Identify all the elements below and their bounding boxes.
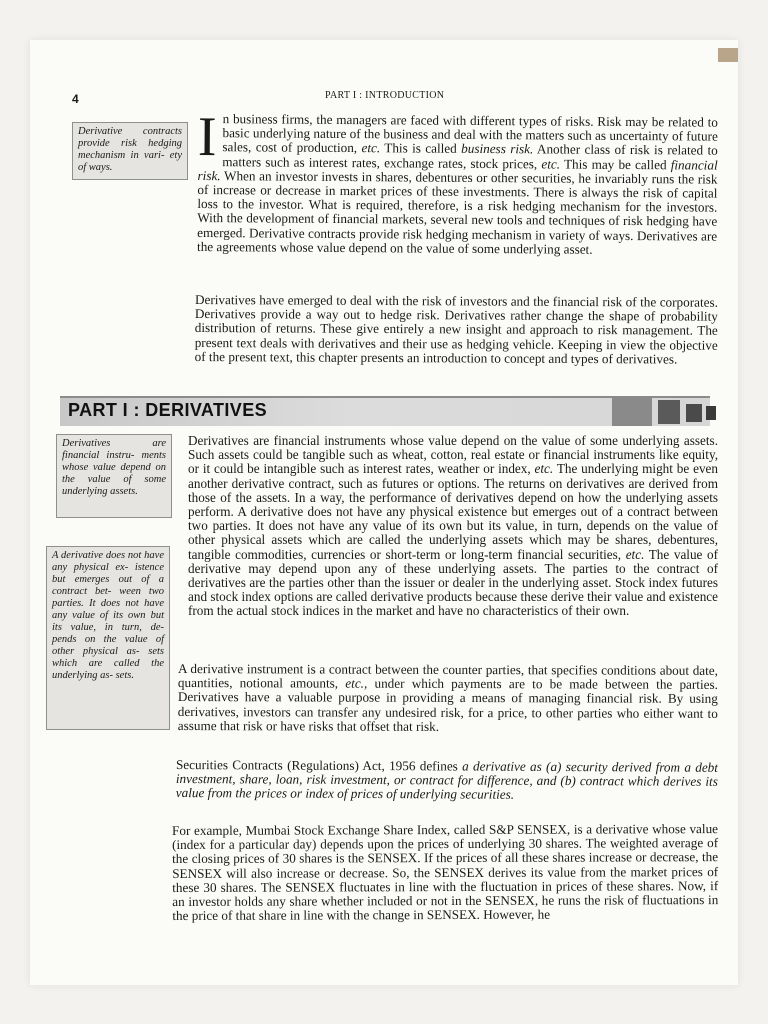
securities-act-paragraph [176, 758, 718, 803]
derivatives-paragraph-1 [188, 434, 718, 619]
term-financial-risk: financial risk. [197, 156, 718, 183]
text-run: etc. [541, 156, 561, 172]
derivatives-paragraph-2 [178, 662, 718, 735]
text-run: A derivative instrument is a contract between the counter parties, that specifies conditions about date, quantities, notional amounts, [177, 661, 719, 691]
page-number: 4 [72, 92, 79, 106]
running-head: PART I : INTRODUCTION [325, 90, 445, 101]
text-run: Derivatives are financial instruments whose value depend on the value of some underlying assets. Such assets could be tangible such as wheat, cotton, real estate or financial instruments like equity, or it could be intangible such as interest rates, weather or index, [188, 433, 718, 477]
text-run: This is called [380, 140, 462, 157]
text-run: etc. [534, 461, 554, 477]
text-run: Another class of risk is related to matters such as interest rates, exchange rates, stock prices, [222, 141, 718, 172]
section-title: PART I : DERIVATIVES [68, 400, 268, 420]
banner-decor-square [706, 406, 716, 420]
text-run: The value of derivative may depend upon any of these underlying assets. The parties to the contract of derivatives are the parties other than the issuer or dealer in the underlying asset. Stock index futures and stock index options are called derivative products because these derive their value and existence from the actual stock indices in the market and have no characteristics of their own. [188, 546, 719, 619]
text-run: under which payments are to be made between the parties. Derivatives have a valuable purpose in providing a means of managing financial risk. By using derivatives, investors can transfer any undesired risk, for a price, to other parties who either want to assume that risk or have risks that offset that risk. [177, 675, 718, 734]
definition-text: a derivative as (a) security derived from a debt investment, share, loan, risk investment, or contract for difference, and (b) contract which derives its value from the prices or index of prices of underlying securities. [175, 758, 718, 803]
text-run: etc., [345, 675, 368, 691]
margin-note-derivatives-definition: Derivatives are financial instru- ments whose value depend on the value of some underlying assets. [56, 434, 172, 518]
margin-note-risk-hedging: Derivative contracts provide risk hedging mechanism in vari- ety of ways. [72, 122, 188, 180]
intro-paragraph-1 [197, 106, 718, 258]
text-run: The underlying might be even another derivative contract, such as futures or options. The returns on derivatives are derived from those of the assets. In a way, the performance of derivatives depend on how the underlying assets perform. A derivative does not have any physical existence but emerges out of a contract between two parties. It does not have any value of its own but its value, in turn, depends on the value of other physical assets which are called the underlying assets which may be shares, debentures, tangible commodities, currencies or short-term or long-term financial securities, [188, 461, 718, 562]
sensex-example-paragraph: For example, Mumbai Stock Exchange Share Index, called S&P SENSEX, is a derivative whose value (index for a particular day) depends upon the prices of underlying 30 shares. The weighted average of the closing prices of 30 shares is the SENSEX. If the prices of all these shares increase or decrease, the SENSEX will also increase or decrease. So, the SENSEX derives its value from the market prices of these 30 shares. The SENSEX fluctuates in line with the fluctuation in prices of these shares. Now, if an investor holds any share whether included or not in the SENSEX, he runs the risk of fluctuations in the price of that share in line with the change in SENSEX. However, he [171, 821, 719, 924]
text-run: n business firms, the managers are faced with different types of risks. Risk may be related to basic underlying nature of the business and deal with the matters such as uncertainty of future sales, cost of production, [222, 111, 718, 156]
banner-decor-square [686, 404, 702, 422]
banner-decor-square [612, 396, 652, 426]
text-run: When an investor invests in shares, debentures or other securities, he invariably runs the risk of increase or decrease in market prices of these investments. There is always the risk of capital loss to the investor. What is required, therefore, is a risk hedging mechanism for the investors. With the development of financial markets, several new tools and techniques of risk hedging have emerged. Derivative contracts provide risk hedging mechanism in variety of ways. Derivatives are the agreements whose value depend on the value of some underlying asset. [197, 167, 718, 257]
text-run: This may be called [560, 156, 671, 172]
drop-cap: I [197, 106, 217, 169]
text-run: etc. [625, 546, 645, 562]
page-edge-tab [718, 48, 738, 62]
term-business-risk: business risk. [461, 141, 534, 157]
text-run: Securities Contracts (Regulations) Act, 1956 defines [175, 757, 463, 774]
banner-decor-square [658, 400, 680, 424]
margin-note-no-physical-existence: A derivative does not have any physical ex- istence but emerges out of a contract bet- ween two parties. It does not have any value of its own but its value, in turn, de- pends on the value of other physical as- sets which are called the underlying as- sets. [46, 546, 170, 730]
text-run: etc. [361, 140, 381, 156]
intro-paragraph-2: Derivatives have emerged to deal with the risk of investors and the financial risk of the corporates. Derivatives provide a way out to hedge risk. Derivatives rather change the shape of probability distribution of returns. These give entirely a new insight and approach to risk management. The present text deals with derivatives and their use as hedging vehicle. Keeping in view the objective of the present text, this chapter presents an introduction to concept and types of derivatives. [194, 292, 718, 367]
